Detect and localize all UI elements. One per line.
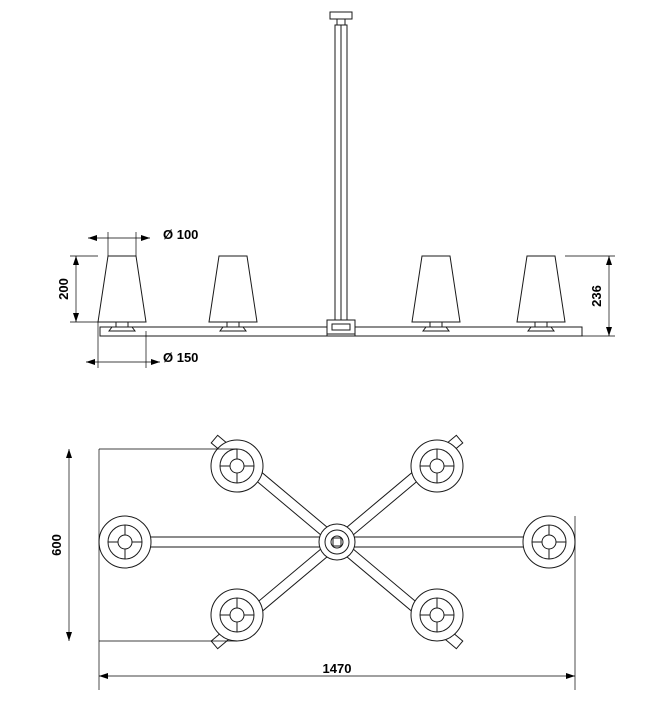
plan-central-hub bbox=[319, 524, 355, 560]
plan-lamp-ring-3 bbox=[99, 516, 151, 568]
dim-shade-height: 200 bbox=[56, 278, 71, 300]
lamp-shade-1 bbox=[98, 256, 146, 331]
dim-plan-depth: 600 bbox=[49, 534, 64, 556]
ceiling-mount bbox=[330, 12, 352, 25]
lamp-shade-3 bbox=[412, 256, 460, 331]
plan-lamp-ring-2 bbox=[411, 440, 463, 492]
plan-dimension-lines bbox=[66, 449, 575, 690]
plan-lamp-ring-6 bbox=[411, 589, 463, 641]
plan-lamp-ring-5 bbox=[211, 589, 263, 641]
lamp-shade-4 bbox=[517, 256, 565, 331]
lamp-shade-2 bbox=[209, 256, 257, 331]
central-hub bbox=[327, 320, 355, 334]
plan-lamp-ring-1 bbox=[211, 440, 263, 492]
dim-plan-width: 1470 bbox=[322, 661, 352, 676]
plan-lamp-ring-4 bbox=[523, 516, 575, 568]
dim-shade-bottom-diameter: Ø 150 bbox=[163, 350, 199, 365]
top-plan-view bbox=[66, 435, 575, 690]
dim-shade-top-diameter: Ø 100 bbox=[163, 227, 199, 242]
dim-overall-height: 236 bbox=[589, 285, 604, 307]
front-elevation-view bbox=[70, 12, 615, 368]
drop-rod bbox=[335, 25, 347, 320]
